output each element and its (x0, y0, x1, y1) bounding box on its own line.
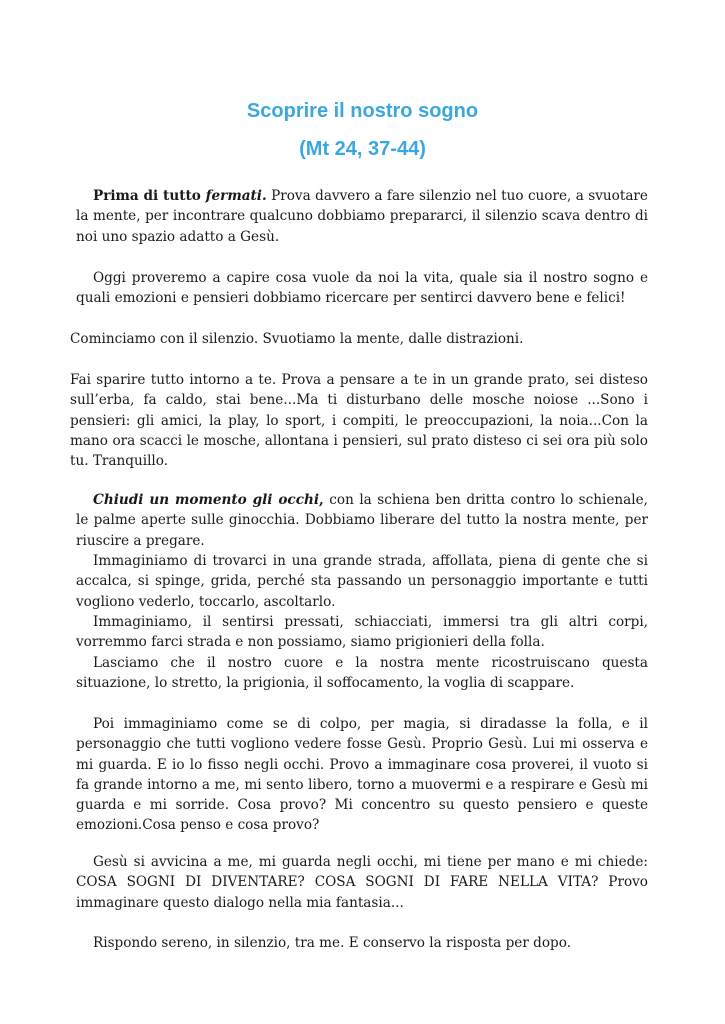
paragraph-today: Oggi proveremo a capire cosa vuole da noi la vita, quale sia il nostro sogno e quali emozioni e pensieri dobbiamo ricercare per sentirci davvero bene e felici! (76, 270, 648, 307)
paragraph-street: Immaginiamo di trovarci in una grande strada, affollata, piena di gente che si accalca, si spinge, grida, perché sta passando un personaggio importante e tutti vogliono vederlo, toccarlo, ascoltarlo. (76, 553, 648, 610)
paragraph-heart: Lasciamo che il nostro cuore e la nostra mente ricostruiscano questa situazione, lo stretto, la prigionia, il soffocamento, la voglia di scappare. (76, 655, 648, 692)
close-eyes-lead-bold-italic: Chiudi un momento gli occhi (93, 492, 320, 508)
title-line-1: Scoprire il nostro sogno (246, 100, 479, 122)
intro-lead-bold-italic: fermati. (205, 188, 267, 204)
paragraph-crowd: Immaginiamo, il sentirsi pressati, schiacciati, immersi tra gli altri corpi, vorremmo farci strada e non possiamo, siamo prigionieri della folla. (76, 614, 648, 651)
paragraph-answer: Rispondo sereno, in silenzio, tra me. E conservo la risposta per dopo. (93, 935, 572, 951)
close-eyes-lead-bold: , (319, 492, 324, 508)
paragraph-jesus: Poi immaginiamo come se di colpo, per magia, si diradasse la folla, e il personaggio che tutti vogliono vedere fosse Gesù. Proprio Gesù. Lui mi osserva e mi guarda. E io lo fisso negli occhi. Provo a immaginare cosa proverei, il vuoto si fa grande intorno a me, mi sento libero, torno a muovermi e a respirare e Gesù mi guarda e mi sorride. Cosa provo? Mi concentro su questo pensiero e queste emozioni.Cosa penso e cosa provo? (76, 716, 648, 834)
paragraph-silence: Cominciamo con il silenzio. Svuotiamo la mente, dalle distrazioni. (70, 331, 524, 347)
paragraph-intro (76, 186, 648, 247)
title-line-2: (Mt 24, 37-44) (299, 138, 426, 160)
paragraph-meadow: Fai sparire tutto intorno a te. Prova a pensare a te in un grande prato, sei disteso sull’erba, fa caldo, stai bene...Ma ti disturbano delle mosche noiose ...Sono i pensieri: gli amici, la play, lo sport, i compiti, le preoccupazioni, la noia...Con la mano ora scacci le mosche, allontana i pensieri, sul prato disteso ci sei ora più solo tu. Tranquillo. (70, 372, 648, 470)
intro-text: Prova davvero a fare silenzio nel tuo cuore, a svuotare la mente, per incontrare qualcuno dobbiamo prepararci, il silenzio scava dentro di noi uno spazio adatto a Gesù. (76, 188, 648, 245)
close-eyes-text: con la schiena ben dritta contro lo schienale, le palme aperte sulle ginocchia. Dobbiamo liberare del tutto la nostra mente, per riuscire a pregare. (76, 492, 648, 549)
intro-lead-bold: Prima di tutto (93, 188, 206, 204)
paragraph-dream-question: Gesù si avvicina a me, mi guarda negli occhi, mi tiene per mano e mi chiede: COSA SOGNI DI DIVENTARE? COSA SOGNI DI FARE NELLA VITA? Provo immaginare questo dialogo nella mia fantasia... (76, 854, 648, 911)
paragraph-close-eyes (76, 490, 648, 551)
